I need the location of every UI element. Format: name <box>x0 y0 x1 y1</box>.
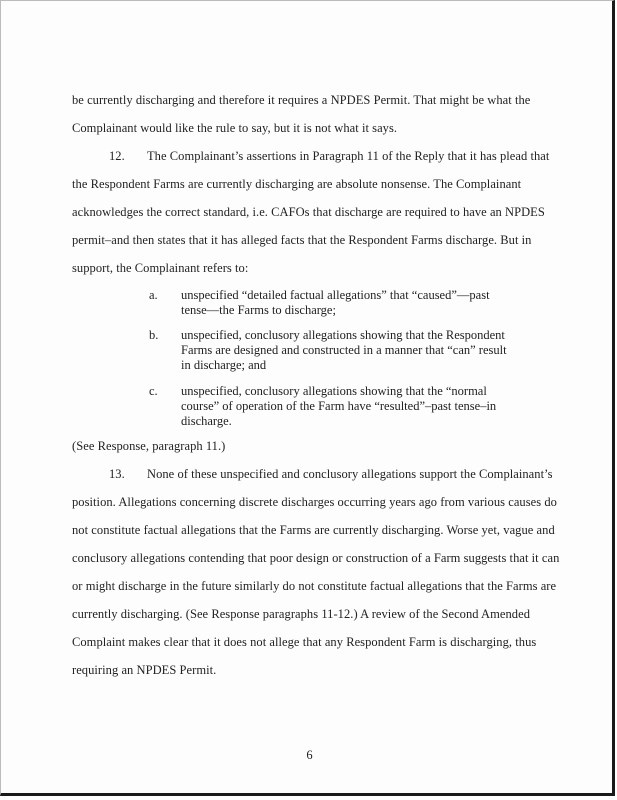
body-line: The Complainant’s assertions in Paragraph 11 of the Reply that it has plead that <box>147 149 550 163</box>
body-line: the Respondent Farms are currently discharging are absolute nonsense. The Complainant <box>72 177 522 191</box>
list-item-label: b. <box>149 328 159 342</box>
paragraph-13 <box>109 467 553 481</box>
body-line: Complaint makes clear that it does not allege that any Respondent Farm is discharging, thus <box>72 635 537 649</box>
body-line: not constitute factual allegations that the Farms are currently discharging. Worse yet, vague and <box>72 523 555 537</box>
list-item-label: c. <box>149 384 158 398</box>
body-line: position. Allegations concerning discrete discharges occurring years ago from various causes do <box>72 495 557 509</box>
list-item-label: a. <box>149 288 158 302</box>
list-item-line: course” of operation of the Farm have “resulted”–past tense–in <box>181 399 497 413</box>
body-line: Complainant would like the rule to say, but it is not what it says. <box>72 121 398 135</box>
body-line: conclusory allegations contending that poor design or construction of a Farm suggests that it can <box>72 551 560 565</box>
body-line: permit–and then states that it has alleged facts that the Respondent Farms discharge. But in <box>72 233 532 247</box>
list-item-line: in discharge; and <box>181 358 267 372</box>
list-item-line: tense—the Farms to discharge; <box>181 303 336 317</box>
list-item-line: unspecified, conclusory allegations showing that the Respondent <box>181 328 505 342</box>
body-line: support, the Complainant refers to: <box>72 261 249 275</box>
citation-line: (See Response, paragraph 11.) <box>72 439 226 453</box>
paragraph-number: 12. <box>109 149 125 163</box>
list-item-line: unspecified “detailed factual allegations” that “caused”—past <box>181 288 490 302</box>
body-line: or might discharge in the future similarly do not constitute factual allegations that the Farms are <box>72 579 557 593</box>
list-item-line: unspecified, conclusory allegations showing that the “normal <box>181 384 487 398</box>
body-line: currently discharging. (See Response paragraphs 11-12.) A review of the Second Amended <box>72 607 530 621</box>
body-line: None of these unspecified and conclusory allegations support the Complainant’s <box>147 467 553 481</box>
list-item-line: Farms are designed and constructed in a manner that “can” result <box>181 343 507 357</box>
list-item-line: discharge. <box>181 414 232 428</box>
body-line: acknowledges the correct standard, i.e. CAFOs that discharge are required to have an NPDES <box>72 205 545 219</box>
page-number: 6 <box>306 748 313 762</box>
paragraph-12 <box>109 149 549 163</box>
paragraph-number: 13. <box>109 467 125 481</box>
body-line: requiring an NPDES Permit. <box>72 663 217 677</box>
body-line: be currently discharging and therefore it requires a NPDES Permit. That might be what the <box>72 93 531 107</box>
